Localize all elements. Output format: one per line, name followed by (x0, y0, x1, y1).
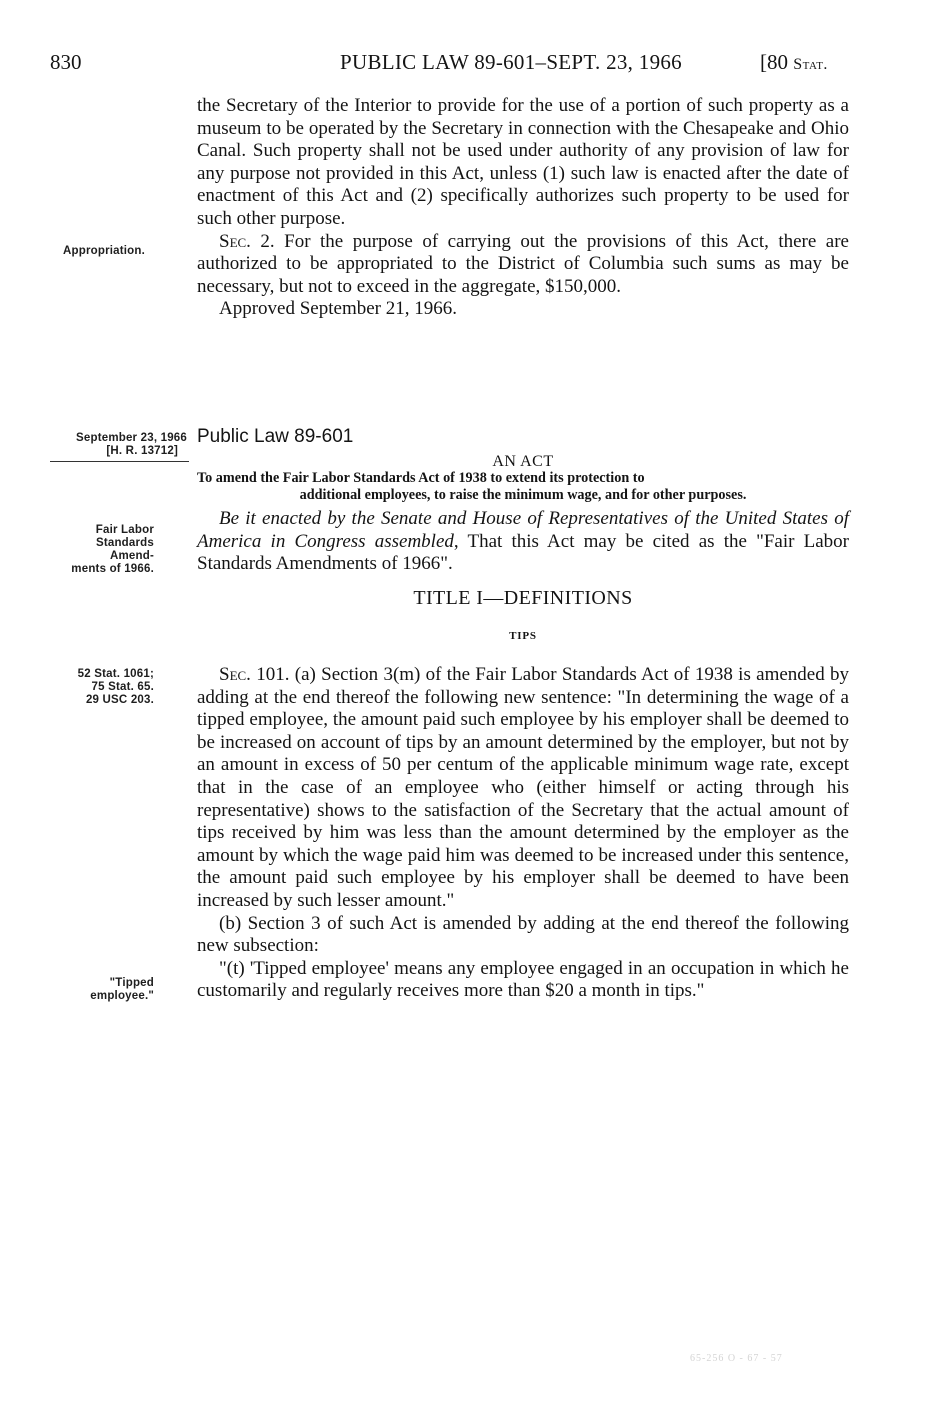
section-101-t: "(t) 'Tipped employee' means any employee engaged in an occupation in which he customarily and regularly receives more than $20 a month in tips." (197, 957, 849, 1002)
page-footer: 65-256 O - 67 - 57 (690, 1353, 783, 1364)
section-2-text: For the purpose of carrying out the provisions of this Act, there are authorized to be appropriated to the District of Columbia such sums as may be necessary, but not to exceed in the aggregate, $150,000. (197, 230, 849, 297)
margin-note-fair-labor-line-3: ments of 1966. (71, 563, 154, 575)
margin-note-citation-3: 29 USC 203. (85, 694, 154, 706)
margin-note-appropriation: Appropriation. (63, 245, 146, 257)
section-101-b: (b) Section 3 of such Act is amended by adding at the end thereof the following new subsection: (197, 912, 849, 957)
section-101-paragraph (197, 664, 849, 913)
intro-block (197, 95, 849, 321)
running-title: PUBLIC LAW 89-601–SEPT. 23, 1966 (340, 50, 682, 74)
section-2-label: Sec. 2. (219, 230, 275, 252)
statute-reference (760, 50, 828, 77)
act-heading: AN ACT (492, 453, 554, 470)
section-101-text: (a) Section 3(m) of the Fair Labor Standards Act of 1938 is amended by adding at the end thereof the following new sentence: "In determining the wage of a tipped employee, the amount paid such employee by his employer shall be deemed to be increased on account of tips by an amount determined by the employer, but not by an amount in excess of 50 per centum of the applicable minimum wage rate, except that in the case of an employee who (either himself or acting through his representative) shows to the satisfaction of the Secretary that the actual amount of tips received by him was less than the amount determined by the employer as the amount by which the wage paid him was deemed to be increased under this sentence, the amount paid such employee by his employer shall be deemed to have been increased by such lesser amount." (197, 664, 850, 911)
act-title-line-2: additional employees, to raise the minimum wage, and for other purposes. (299, 487, 747, 503)
intro-paragraph: the Secretary of the Interior to provide for the use of a portion of such property as a museum to be operated by the Secretary in connection with the Chesapeake and Ohio Canal. Such property shall not be used under authority of any provision of law for any purpose not provided in this Act, unless (1) such law is enacted after the date of enactment of this Act and (2) specifically authorizes such property to be used for such other purpose. (197, 95, 849, 229)
act-title-line-1: To amend the Fair Labor Standards Act of 1938 to extend its protection to (197, 470, 645, 486)
margin-note-fair-labor-line-1: Fair Labor (95, 524, 154, 536)
section-101-label: Sec. 101. (219, 664, 290, 685)
statute-prefix: [80 (760, 50, 794, 74)
margin-note-citations (50, 668, 154, 707)
enacting-italic: Be it enacted by the Senate and House of Representatives of the United States of America in Congress assembled (197, 508, 849, 552)
tips-heading: TIPS (509, 630, 537, 642)
margin-note-tipped-line-2: employee." (90, 990, 154, 1002)
enacting-rest: , That this Act may be cited as the "Fair Labor Standards Amendments of 1966". (197, 530, 849, 575)
approved-line: Approved September 21, 1966. (219, 298, 457, 320)
page-number: 830 (50, 50, 82, 74)
enacting-paragraph (197, 508, 849, 576)
title-heading: TITLE I—DEFINITIONS (413, 587, 633, 609)
margin-note-citation-2: 75 Stat. 65. (91, 681, 154, 693)
margin-note-bill: [H. R. 13712] (106, 445, 178, 457)
margin-note-fair-labor-line-2: Standards Amend- (95, 537, 154, 562)
margin-note-citation-1: 52 Stat. 1061; (77, 668, 154, 680)
statute-word: Stat. (793, 56, 828, 73)
margin-note-date: September 23, 1966 (76, 432, 187, 444)
section-101-block (197, 664, 849, 1003)
margin-note-tipped-line-1: "Tipped (109, 977, 154, 989)
margin-divider (50, 461, 189, 462)
section-2-paragraph (197, 231, 849, 299)
margin-note-tipped-employee (50, 977, 154, 1003)
enacting-clause (197, 508, 849, 576)
act-title (197, 470, 849, 504)
public-law-label: Public Law 89-601 (197, 426, 354, 447)
margin-note-fair-labor (50, 524, 154, 576)
